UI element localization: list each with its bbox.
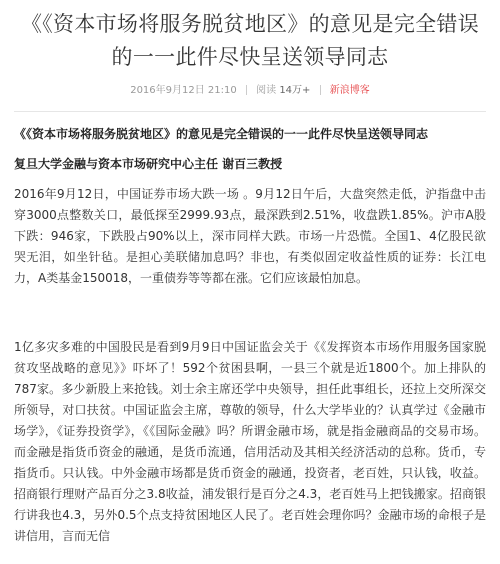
- article-meta: [0, 83, 500, 99]
- paragraph: 1亿多灾多难的中国股民是看到9月9日中国证监会关于《《发挥资本市场作用服务国家脱贫攻坚战略的意见》》吓坏了！592个贫困县啊，一县三个就是近1800个。加上排队的787家。多少新股上来抢钱。刘士余主席还学中央领导，担任此事组长，还拉上交所深交所领导，对口扶贫。中国证监会主席，尊敬的领导，什么大学毕业的？认真学过《金融市场学》，《证券投资学》，《《国际金融》吗？所谓金融市场，就是指金融商品的交易市场。而金融是指货币资金的融通，是货币流通，信用活动及其相关经济活动的总称。货币，专指货币。只认钱。中外金融市场都是货币资金的融通，投资者，老百姓，只认钱，收益。招商银行理财产品百分之3.8收益，浦发银行是百分之4.3，老百姓马上把钱搬家。招商银行讲我也4.3，另外0.5个点支持贫困地区人民了。老百姓会理你吗？金融市场的命根子是讲信用，言而无信: [14, 340, 486, 543]
- meta-separator: [320, 85, 321, 95]
- meta-separator: [246, 85, 247, 95]
- body-heading: 《《资本市场将服务脱贫地区》的意见是完全错误的一一此件尽快呈送领导同志: [14, 127, 429, 141]
- article-title: 《《资本市场将服务脱贫地区》的意见是完全错误的一一此件尽快呈送领导同志: [20, 12, 480, 69]
- author-line: 复旦大学金融与资本市场研究中心主任 谢百三教授: [14, 157, 283, 171]
- sina-blog-link[interactable]: 新浪博客: [329, 85, 370, 96]
- paragraph: 2016年9月12日，中国证券市场大跌一场 。9月12日午后，大盘突然走低，沪指盘中击穿3000点整数关口，最低探至2999.93点，最深跌到2.51%，收盘跌1.85%。沪市A股下跌：946家，下跌股占90%以上，深市同样大跌。市场一片恐慌。全国1、4亿股民欲哭无泪，如坐针毡。是担心美联储加息吗？非也，有类似固定收益性质的证券：长江电力，A类基金150018，一重债券等等都在涨。它们应该最怕加息。: [14, 187, 486, 285]
- publish-date: 2016年9月12日 21:10: [130, 85, 237, 96]
- article-body: [0, 124, 500, 547]
- reads-count: 14万+: [279, 85, 311, 96]
- title-divider: [14, 111, 486, 112]
- reads-label: 阅读: [256, 85, 277, 96]
